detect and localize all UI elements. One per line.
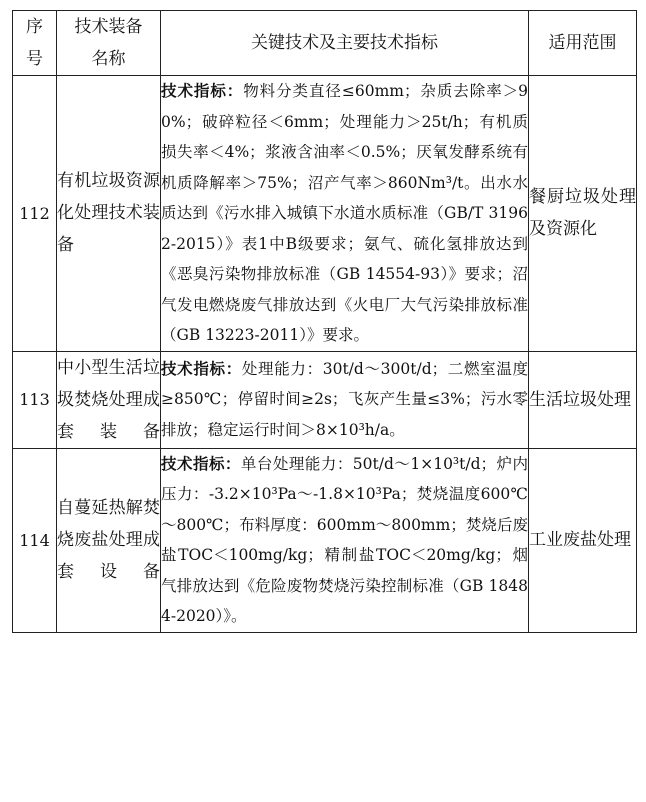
row-content (161, 76, 529, 352)
row-num: 114 (13, 448, 57, 632)
row-num: 112 (13, 76, 57, 352)
row-num: 113 (13, 351, 57, 448)
row-name: 有机垃圾资源化处理技术装备 (57, 76, 161, 352)
table-row (13, 76, 637, 352)
row-scope: 餐厨垃圾处理及资源化 (529, 76, 637, 352)
row-content-text: 处理能力：30t/d～300t/d；二燃室温度≥850℃；停留时间≥2s；飞灰产生量≤3%；污水零排放；稳定运行时间＞8×10³h/a。 (161, 359, 528, 439)
row-label: 技术指标： (161, 454, 241, 473)
row-label: 技术指标： (161, 82, 244, 100)
row-scope: 生活垃圾处理 (529, 351, 637, 448)
header-num: 序号 (13, 11, 57, 76)
row-scope: 工业废盐处理 (529, 448, 637, 632)
equipment-table (12, 10, 637, 633)
row-name: 中小型生活垃圾焚烧处理成套装备 (57, 351, 161, 448)
row-content-text: 物料分类直径≤60mm；杂质去除率＞90%；破碎粒径＜6mm；处理能力＞25t/h；有机质损失率＜4%；浆液含油率＜0.5%；厌氧发酵系统有机质降解率＞75%；沼产气率＞860Nm³/t。出水水质达到《污水排入城镇下水道水质标准（GB/T 31962-2015）》表1中B级要求；氨气、硫化氢排放达到《恶臭污染物排放标准（GB 14554-93）》要求；沼气发电燃烧废气排放达到《火电厂大气污染排放标准（GB 13223-2011）》要求。 (161, 82, 528, 344)
table-row (13, 351, 637, 448)
table-row (13, 448, 637, 632)
row-name: 自蔓延热解焚烧废盐处理成套设备 (57, 448, 161, 632)
row-label: 技术指标： (161, 359, 242, 378)
header-name: 技术装备名称 (57, 11, 161, 76)
row-content-text: 单台处理能力：50t/d～1×10³t/d；炉内压力：-3.2×10³Pa～-1.8×10³Pa；焚烧温度600℃～800℃；布料厚度：600mm～800mm；焚烧后废盐TOC＜100mg/kg；精制盐TOC＜20mg/kg；烟气排放达到《危险废物焚烧污染控制标准（GB 18484-2020）》。 (161, 454, 528, 625)
row-content (161, 448, 529, 632)
header-scope: 适用范围 (529, 11, 637, 76)
header-content: 关键技术及主要技术指标 (161, 11, 529, 76)
row-content (161, 351, 529, 448)
header-row (13, 11, 637, 76)
